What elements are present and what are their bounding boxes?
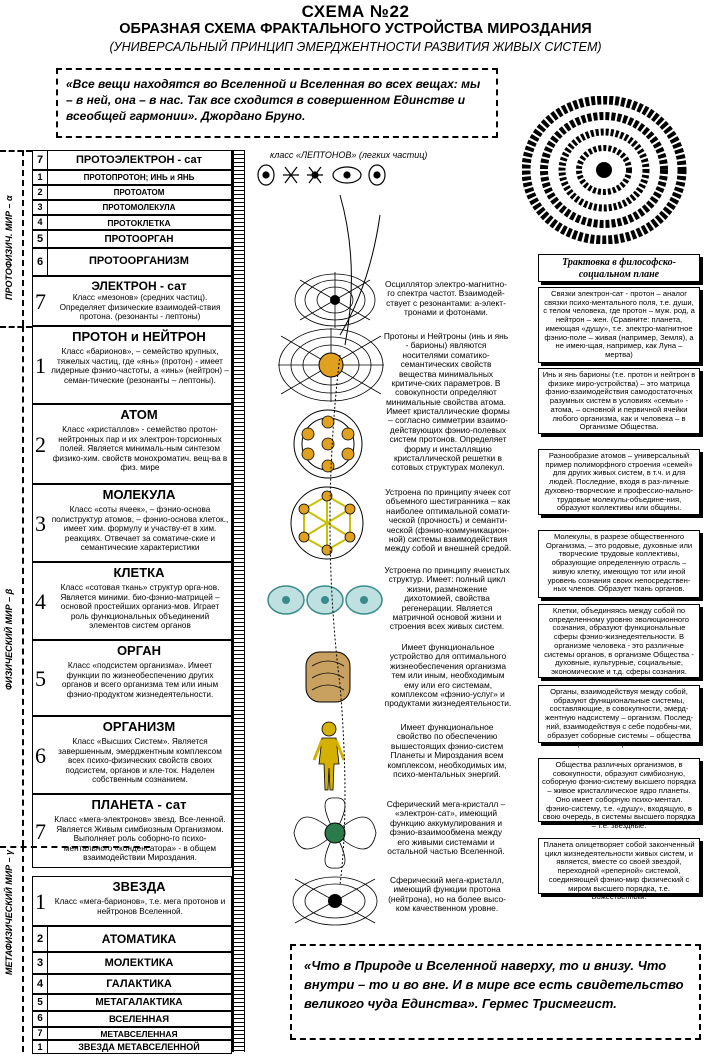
row-name: ПРОТООРГАН <box>104 234 174 245</box>
proto-row <box>32 215 232 230</box>
row-number: 2 <box>35 432 46 457</box>
proto-row <box>32 150 232 170</box>
row-number: 4 <box>35 589 46 614</box>
row-name: ОРГАН <box>116 643 162 658</box>
level-row <box>32 326 232 404</box>
row-number: 1 <box>35 889 46 914</box>
row-name: АТОМАТИКА <box>101 932 177 946</box>
row-name: КЛЕТКА <box>113 565 165 580</box>
scale-ruler <box>232 150 245 1052</box>
leptons-label <box>270 150 427 160</box>
hermes-quote-box <box>290 944 701 1040</box>
row-number: 7 <box>33 1028 48 1039</box>
level-row <box>32 484 232 562</box>
gamma-world-label: МЕТАФИЗИЧЕСКИЙ МИР – γ <box>4 849 14 975</box>
row-name: МЕТАГАЛАКТИКА <box>95 997 183 1008</box>
row-number: 2 <box>33 927 48 951</box>
connector-lines <box>300 185 390 905</box>
beta-world-label: ФИЗИЧЕСКИЙ МИР – β <box>4 588 14 690</box>
alpha-beta-divider <box>0 326 32 328</box>
interpretation-box: Органы, взаимодействуя между собой, образуют функциональные системы, составляющие, в совокупности, эмерд-жентную надсистему – организм. Послед-ний, взаимодействуя с себе подобны-ми, образует соборные системы – общества различных организмов. <box>538 685 700 743</box>
gamma-bracket <box>22 846 24 1052</box>
row-description: Класс «барионов», – семейство крупных, тяжелых частиц, где «янь» (протон) - имеет лидерные фэнио-частоты, а «инь» (нейтрон) – семан-тические (резонанты – лептоны). <box>51 347 229 385</box>
level-row <box>32 716 232 794</box>
row-name: ПРОТОЭЛЕКТРОН - сат <box>75 154 203 166</box>
row-number: 4 <box>33 216 48 229</box>
row-name: ГАЛАКТИКА <box>106 978 172 990</box>
row-name: ЗВЕЗДА МЕТАВСЕЛЕННОЙ <box>78 1042 200 1052</box>
page-subtitle: (УНИВЕРСАЛЬНЫЙ ПРИНЦИП ЭМЕРДЖЕНТНОСТИ РАЗВИТИЯ ЖИВЫХ СИСТЕМ) <box>109 40 602 54</box>
row-name: ПРОТОН и НЕЙТРОН <box>72 329 206 344</box>
row-number: 3 <box>33 953 48 973</box>
row-description: Класс «мега-барионов», т.е. мега протонов и нейтронов Вселенной. <box>54 897 226 916</box>
row-name: ЭЛЕКТРОН - сат <box>91 279 187 293</box>
level-row <box>32 794 232 868</box>
row-name: ПРОТОАТОМ <box>113 188 165 197</box>
interpretation-box: Разнообразие атомов – универсальный пример полиморфного строения «семей» для других живых систем, в т.ч. и для людей. Последние, входя в раз-личные духовно-творческие и профессио-нально-трудовые молекулы-объедине-ния, образуют коллективы или общины. <box>538 449 700 515</box>
row-number: 7 <box>35 819 46 844</box>
row-number: 6 <box>35 743 46 768</box>
row-description: Класс «соты ячеек», – фэнио-основа полиструктур атомов, – фэнио-основа клеток., имеет хим. формулу и участву-ет в хим. реакциях. Отвечает за соматиче-ские и семантические характеристики <box>51 505 229 553</box>
meta-row <box>32 952 232 974</box>
row-number: 6 <box>33 1012 48 1026</box>
row-name: ПРОТООРГАНИЗМ <box>89 255 189 267</box>
hermes-quote-text: «Что в Природе и Вселенной наверху, то и внизу. Что внутри – то и во вне. И в мире все есть свидетельство великого чуда Единства». Гермес Трисмегист. <box>304 958 684 1011</box>
row-number: 5 <box>35 666 46 691</box>
proto-row <box>32 248 232 276</box>
beta-bracket <box>22 326 24 846</box>
electron-mid-text: Осциллятор электро-магнитно-го спектра частот. Взаимодей-ствует с резонантами: а-элект-тронами и фотонами. <box>385 279 507 318</box>
row-name: ПРОТОПРОТОН; ИНЬ и ЯНЬ <box>83 173 195 182</box>
row-number: 1 <box>33 171 48 184</box>
level-mid-text: Устроена по принципу ячеек сот объемного шестигранника – как наиболее оптимальной сомати-ческой (прочность) и семанти-ческой (фэнио-коммуникацион-ной) системы взаимодействия между собой и внешней средой. <box>384 487 512 554</box>
interpretation-box: Молекулы, в разрезе общественного Организма, – это родовые, духовные или творческие трудовые коллективы, образующие определенную отрасль – живую клетку, имеющую тот или иной уровень сознания своих непосредствен-ных членов. Образует ткань органов. <box>538 530 700 598</box>
row-description: Класс «мезонов» (средних частиц). Определяет физические взаимодей-ствия протона. (резонанты - лептоны) <box>59 293 221 322</box>
row-name: МОЛЕКУЛА <box>102 487 176 502</box>
alpha-world-label: ПРОТОФИЗИЧ. МИР – α <box>4 195 14 300</box>
row-name: ЗВЕЗДА <box>112 879 166 894</box>
level-row <box>32 562 232 640</box>
row-number: 3 <box>35 511 46 536</box>
electron-interpretation-box: Связки электрон-сат - протон – аналог связки психо-ментального поля, т.е. души, с телом человека, где протон – муж. род, а нейтрон – жен. (Сравните: планета, имеющая «душу», т.е. электро-магнитное фэнио-поле – живая (например, Земля), а не имею-щая, например, как Луна – мертва) <box>538 287 700 363</box>
meta-row <box>32 994 232 1011</box>
bruno-quote-text: «Все вещи находятся во Вселенной и Вселенная во всех вещах: мы – в ней, она – в нас. Так все сходится в совершенном Единстве и всеобщей гармонии». Джордано Бруно. <box>66 77 481 123</box>
interpretation-box: Клетки, объединяясь между собой по определенному уровню эволюционного сознания, образуют функциональные сферы фэнио-жизнедеятельности. В организме человека - это различные системы органов, в организме Общества - духовные, культурные, социальные, экономические и т.д. сферы сознания. <box>538 604 700 678</box>
row-name: ОРГАНИЗМ <box>102 719 176 734</box>
level-mid-text: Сферический мега-кристалл – «электрон-сат», имеющий функцию аккумулирования и фэнио-взаимообмена между его живыми системами и остальной частью Вселенной. <box>386 799 506 857</box>
level-mid-text: Сферический мега-кристалл, имеющий функции протона (нейтрона), но на более высо-ком качественном уровне. <box>388 875 506 914</box>
row-number: 7 <box>33 151 48 169</box>
meta-row <box>32 974 232 994</box>
row-name: МЕТАВСЕЛЕННАЯ <box>100 1029 178 1039</box>
row-number: 3 <box>33 201 48 214</box>
proto-row <box>32 200 232 215</box>
interpretation-box: Инь и янь барионы (т.е. протон и нейтрон в физике миро-устройства) – это матрица фэнио-взаимодействия самодостаточных разумных систем в условиях «семьи» - атома, – основной и первичной ячейки любого организма, как и человека – в Организме Общества. <box>538 368 700 434</box>
row-description: Класс «сотовая ткань» структур орга-нов. Является миними. био-фэнио-матрицей – основой простейших организ-мов. Играет роль функциональных объединений элементов систем органов <box>60 583 220 631</box>
level-mid-text: Имеет функциональное свойство по обеспечению вышестоящих фэнио-систем Планеты и Мироздания всем комплексом, необходимых им, психо-ментальных энергий. <box>387 722 507 780</box>
page-title: ОБРАЗНАЯ СХЕМА ФРАКТАЛЬНОГО УСТРОЙСТВА МИРОЗДАНИЯ <box>119 21 592 37</box>
row-description: Класс «Высших Систем». Является завершенным, эмерджентным комплексом всех психо-физических свойств своих подсистем, органов и кле-ток. Наделен собственным сознанием. <box>58 737 222 785</box>
interpretation-header-text: Трактовка в философско-социальном плане <box>562 257 676 280</box>
electron-row <box>32 276 232 326</box>
row-name: ПЛАНЕТА - сат <box>91 797 187 812</box>
level-mid-text: Имеет функциональное устройство для оптимального жизнеобеспечения организма тем или иным, необходимым ему или его системам, комплексом «фэнио-услуг» и продуктами жизнедеятельности. <box>384 642 512 709</box>
row-name: ВСЕЛЕННАЯ <box>108 1014 170 1025</box>
meta-row <box>32 1011 232 1027</box>
row-name: МОЛЕКТИКА <box>104 957 174 969</box>
interpretation-box: Планета олицетворяет собой законченный цикл жизнедеятельности живых систем, и является, вместе со своей звездой, переходной «реперной» системой, соединяющей фэнио-мир физический с миром высшего порядка, т.е. Божественным. <box>538 838 700 894</box>
meta-row <box>32 1040 232 1054</box>
ouroboros-spiral-icon <box>522 96 687 244</box>
scheme-number: СХЕМА №22 <box>301 2 410 21</box>
row-description: Класс «подсистем организма». Имеет функции по жизнеобеспечению других органов и всего организма тем или иным фэнио-продуктом жизнедеятельности. <box>61 661 219 699</box>
row-number: 2 <box>33 186 48 199</box>
proto-row <box>32 230 232 248</box>
row-number: 7 <box>35 289 46 314</box>
row-number: 6 <box>33 249 48 275</box>
row-number: 1 <box>33 1041 48 1053</box>
row-number: 4 <box>33 975 48 993</box>
top-divider <box>0 150 32 152</box>
level-row <box>32 640 232 716</box>
row-name: ПРОТОКЛЕТКА <box>107 218 171 228</box>
meta-row <box>32 1027 232 1040</box>
interpretation-header <box>538 254 700 282</box>
row-name: АТОМ <box>120 407 158 422</box>
level-row <box>32 876 232 926</box>
level-mid-text: Протоны и Нейтроны (инь и янь - барионы) являются носителями соматико-семантических свойств вещества минимальных критиче-ских параметров. В совокупности определяют минимальные свойства атома. <box>383 331 509 407</box>
row-number: 5 <box>33 995 48 1010</box>
row-description: Класс «мега-электронов» звезд. Все-ленной. Является Живым симбиозным Организмом. Выполняет роль соборно-го психо-ментального «конденсатора» - в общем взаимодействии Мироздания. <box>54 815 226 863</box>
meta-row <box>32 926 232 952</box>
level-mid-text: Имеет кристаллические формы – согласно симметрии взаимо-действующих фэнио-полевых систем протонов. Определяет форму и инсталляцию кристаллической решетки в сотовых структурах молекул. <box>386 406 510 473</box>
row-name: ПРОТОМОЛЕКУЛА <box>102 203 176 212</box>
row-number: 1 <box>35 353 46 378</box>
proto-row <box>32 170 232 185</box>
leptons-label-text: класс «ЛЕПТОНОВ» (легких частиц) <box>270 150 428 160</box>
interpretation-box: Общества различных организмов, в совокупности, образуют симбиозную, соборную фэнио-систему высшего порядка – живое кристаллическое ядро планеты. Оно имеет соборную психо-ментал. фэнио-систему, т.е. «душу», входящую, в свою очередь, в системы высшего порядка – т.е. звездные. <box>538 758 700 822</box>
row-description: Класс «кристаллов» - семейство протон-нейтронных пар и их электрон-торсионных полей. Является минималь-ным синтезом физико-хим. свойств монохроматич. вещ-ва в физ. мире <box>52 425 228 473</box>
level-mid-text: Устроена по принципу ячеистых структур. Имеет: полный цикл жизни, размножение дихотомией, свойства регенерации. Является матричной основой жизни и строения всех живых систем. <box>384 565 510 632</box>
proto-row <box>32 185 232 200</box>
alpha-bracket <box>22 150 24 326</box>
row-number: 5 <box>33 231 48 247</box>
bruno-quote-box <box>56 68 498 138</box>
level-row <box>32 404 232 484</box>
